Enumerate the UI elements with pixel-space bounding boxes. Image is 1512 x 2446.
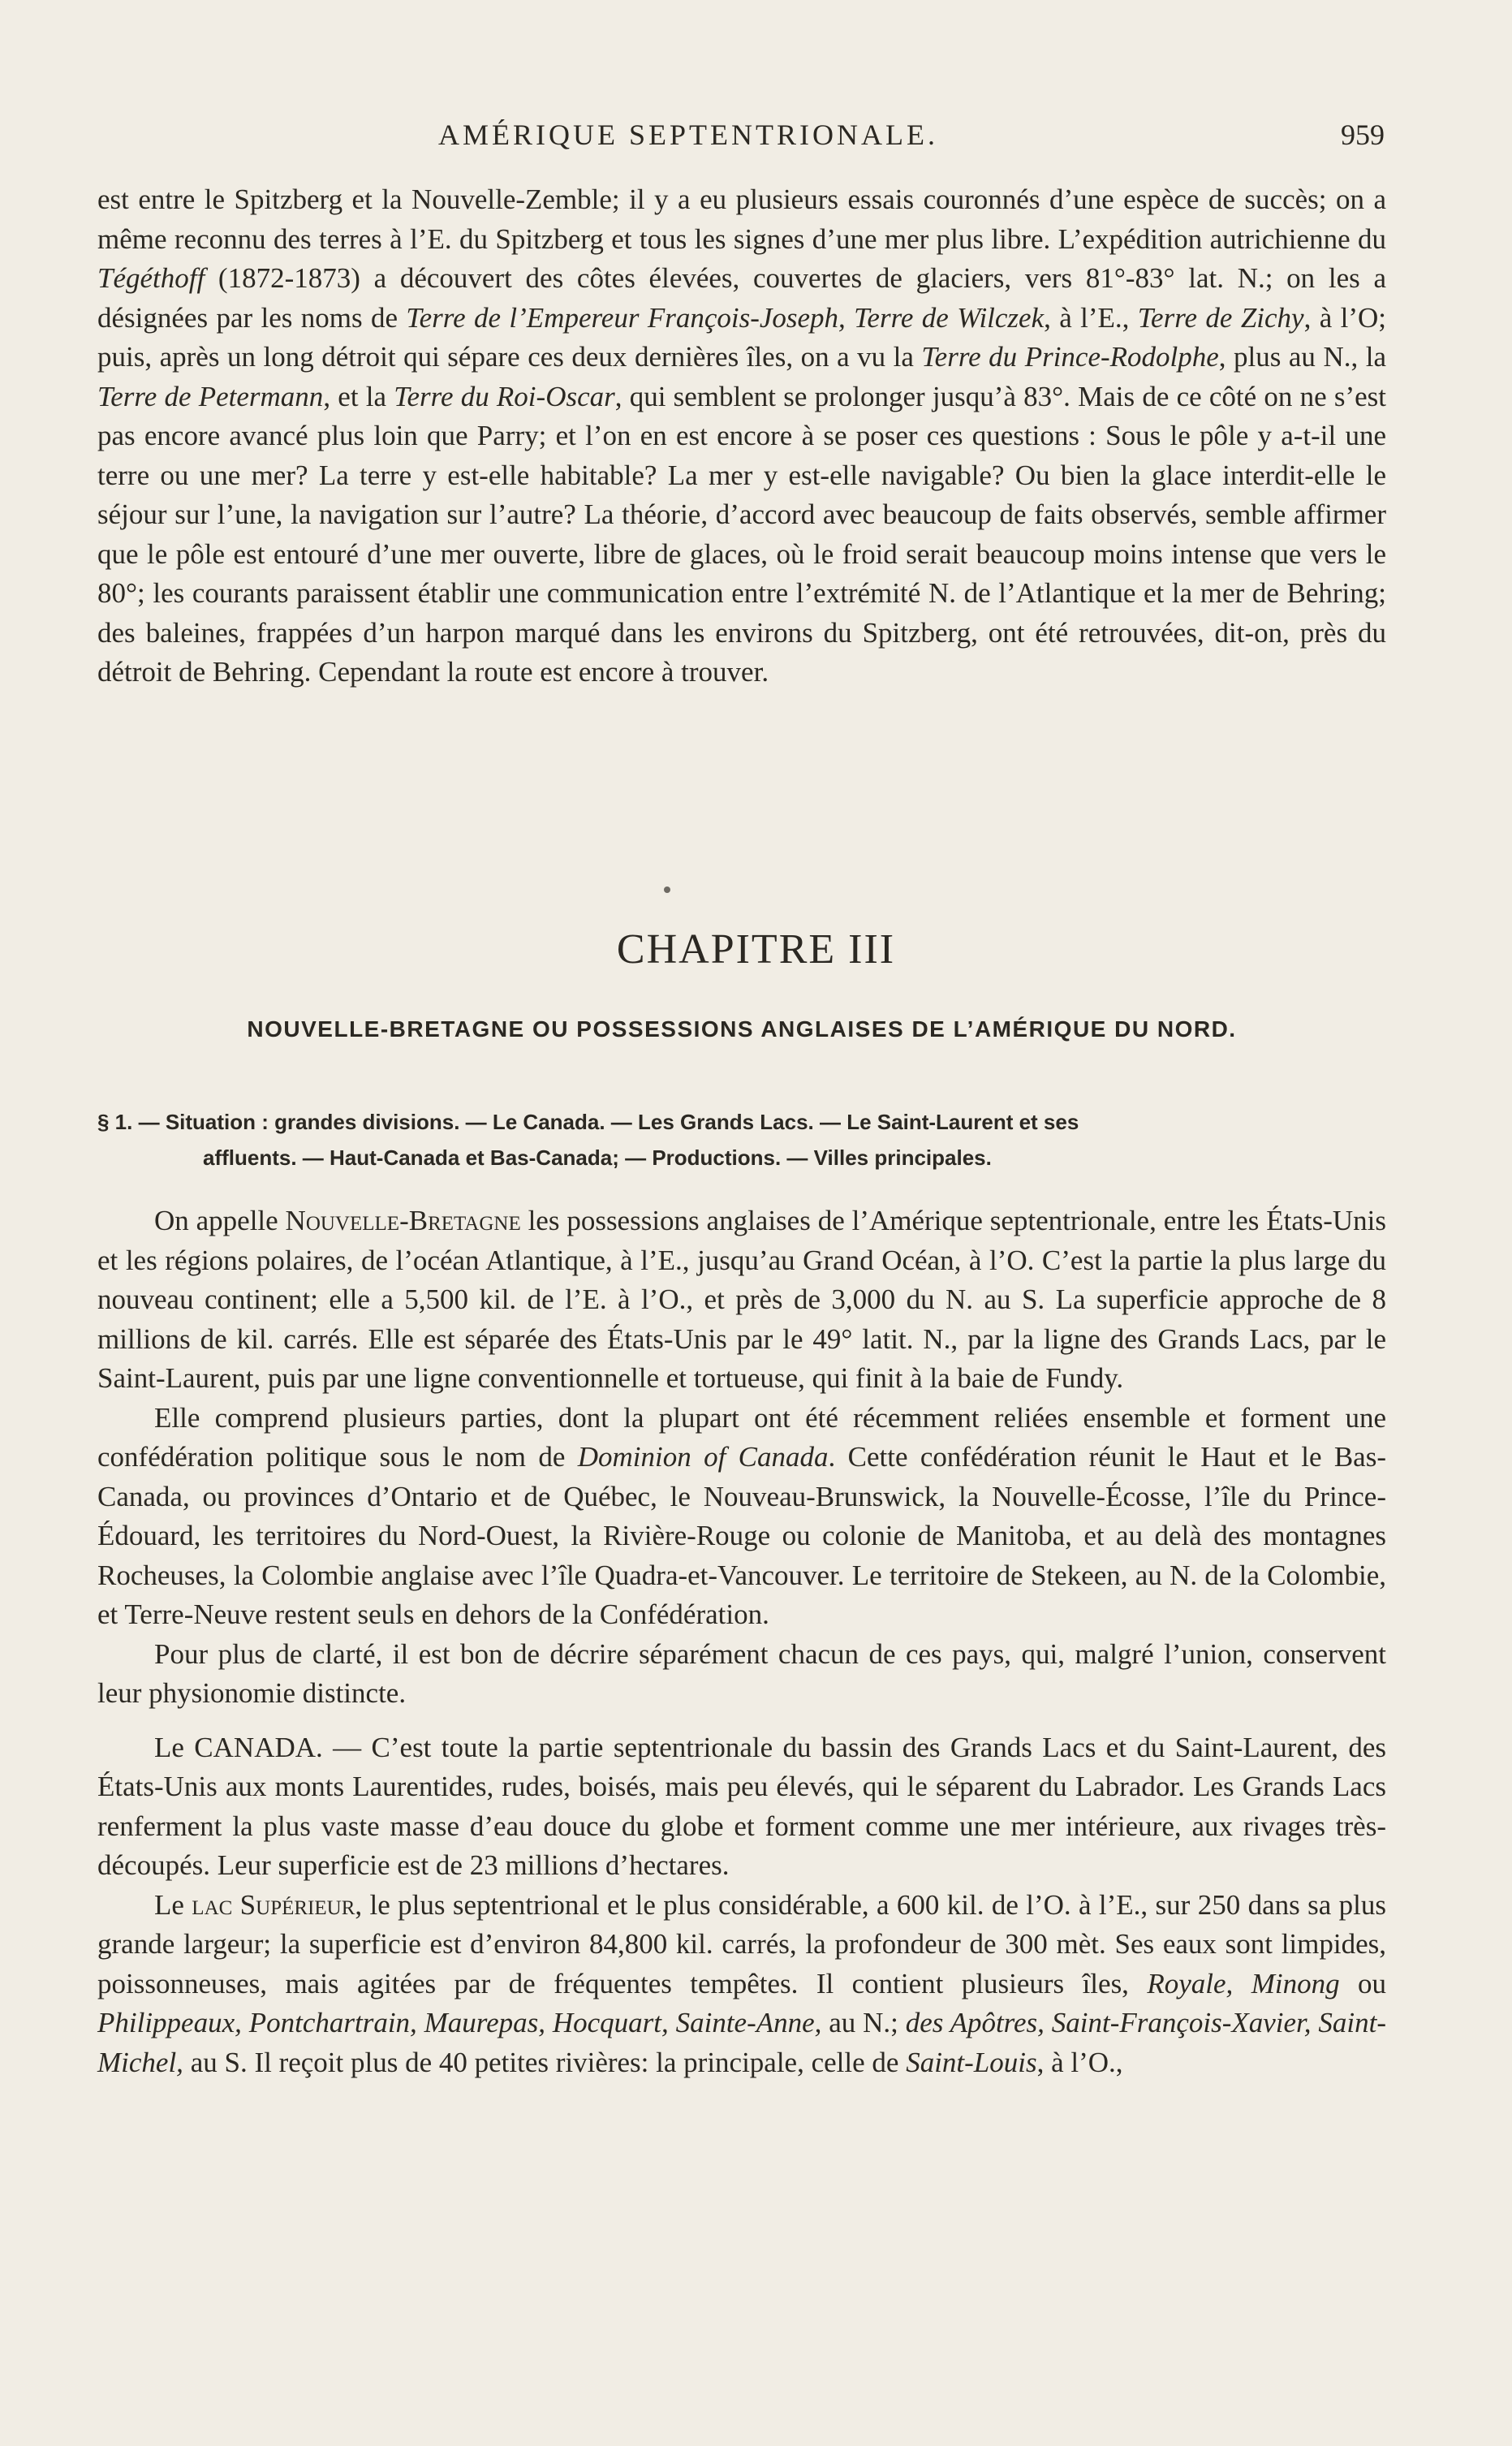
intro-paragraph [97,180,1386,692]
text-run: , le plus septentrional et le plus considérable, a 600 kil. de l’O. à l’E., sur 250 dans sa plus grande largeur; la superficie est d’environ 84,800 kil. carrés, la profondeur de 300 mèt. Ses eaux sont limpides, poissonneuses, mais agitées par de fréquentes tempêtes. Il contient plusieurs îles, [97,1888,1386,2000]
place-name: Terre de l’Empereur François-Joseph, Terre de Wilczek [406,301,1045,334]
text-run: , et la [323,380,394,412]
place-name: Terre de Petermann [97,380,324,412]
page-number: 959 [1341,119,1385,151]
paragraph-canada [97,1728,1386,1886]
chapter-body [97,1201,1386,2082]
text-run: Elle comprend plusieurs parties, dont la plupart ont été récemment reliées ensemble et forment une confédération politique sous le nom de [97,1401,1386,1473]
place-name: Royale, Minong [1147,1967,1340,2000]
paragraph-lac-superieur [97,1886,1386,2083]
place-name: Saint-Louis [906,2046,1037,2078]
place-name: Terre de Zichy [1137,301,1304,334]
paragraph-confederation [97,1399,1386,1635]
term: lac Supérieur [192,1888,355,1921]
text-run: au N.; [821,2007,906,2038]
section-heading-line-1: § 1. — Situation : grandes divisions. — Le Canada. — Les Grands Lacs. — Le Saint-Laurent et ses [97,1110,1079,1134]
chapter-title: CHAPITRE III [616,926,896,973]
chapter-subtitle: NOUVELLE-BRETAGNE OU POSSESSIONS ANGLAISES DE L’AMÉRIQUE DU NORD. [247,1016,1237,1042]
text-run: , qui semblent se prolonger jusqu’à 83°. Mais de ce côté on ne s’est pas encore avancé plus loin que Parry; et l’on en est encore à se poser ces questions : Sous le pôle y a-t-il une terre ou une mer? La terre y est-elle habitable? La mer y est-elle navigable? Ou bien la glace interdit-elle le séjour sur l’une, la navigation sur l’autre? La théorie, d’accord avec beaucoup de faits observés, semble affirmer que le pôle est entouré d’une mer ouverte, libre de glaces, où le froid serait beaucoup moins intense que vers le 80°; les courants paraissent établir une communication entre l’extrémité N. de l’Atlantique et la mer de Behring; des baleines, frappées d’un harpon marqué dans les environs du Spitzberg, ont été retrouvées, dit-on, près du détroit de Behring. Cependant la route est encore à trouver. [97,380,1386,688]
text-run: les possessions anglaises de l’Amérique septentrionale, entre les États-Unis et les régions polaires, de l’océan Atlantique, à l’E., jusqu’au Grand Océan, à l’O. C’est la partie la plus large du nouveau continent; elle a 5,500 kil. de l’E. à l’O., et près de 3,000 du N. au S. La superficie approche de 8 millions de kil. carrés. Elle est séparée des États-Unis par le 49° latit. N., par la ligne des Grands Lacs, par le Saint-Laurent, puis par une ligne conventionnelle et tortueuse, qui finit à la baie de Fundy. [97,1205,1386,1394]
term: Nouvelle-Bretagne [285,1205,521,1236]
place-name: Terre du Roi-Oscar [394,380,615,412]
section-heading [97,1104,1386,1176]
text-run: , à l’E., [1044,301,1138,334]
place-name: Terre du Prince-Rodolphe [921,341,1219,373]
text-run: (1872-1873) a découvert des côtes élevées, couvertes de glaciers, vers 81°-83° lat. N.; on les a désignées par les noms de [97,262,1386,334]
text-run: . Cette confédération réunit le Haut et le Bas-Canada, ou provinces d’Ontario et de Québec, le Nouveau-Brunswick, la Nouvelle-Écosse, l’île du Prince-Édouard, les territoires du Nord-Ouest, la Rivière-Rouge ou colonie de Manitoba, et au delà des montagnes Rocheuses, la Colombie anglaise avec l’île Quadra-et-Vancouver. Le territoire de Stekeen, au N. de la Colombie, et Terre-Neuve restent seuls en dehors de la Confédération. [97,1441,1386,1630]
place-name: des Apôtres, Saint-François-Xavier, Saint-Michel, [97,2007,1386,2078]
place-name: Philippeaux, Pontchartrain, Maurepas, Hocquart, Sainte-Anne, [97,2007,822,2038]
text-run: , plus au N., la [1218,341,1386,373]
text-run: Le CANADA. — C’est toute la partie septentrionale du bassin des Grands Lacs et du Saint-Laurent, des États-Unis aux monts Laurentides, rudes, boisés, mais peu élevés, qui le séparent du Labrador. Les Grands Lacs renferment la plus vaste masse d’eau douce du globe et forment comme une mer intérieure, aux rivages très-découpés. Leur superficie est de 23 millions d’hectares. [97,1731,1386,1881]
text-run: , à l’O., [1036,2046,1123,2078]
text-run: au S. Il reçoit plus de 40 petites rivières: la principale, celle de [183,2046,907,2078]
text-run: , à l’O; puis, après un long détroit qui sépare ces deux dernières îles, on a vu la [97,301,1386,373]
section-heading-line-2: affluents. — Haut-Canada et Bas-Canada; — Productions. — Villes principales. [203,1145,992,1170]
term: Dominion of Canada [577,1441,829,1473]
text-run: On appelle [154,1205,286,1236]
text-run: ou [1339,1967,1386,2000]
paragraph-clarte [97,1635,1386,1714]
ship-name: Tégéthoff [97,262,205,294]
text-run: est entre le Spitzberg et la Nouvelle-Zemble; il y a eu plusieurs essais couronnés d’une espèce de succès; on a même reconnu des terres à l’E. du Spitzberg et tous les signes d’une mer plus libre. L’expédition autrichienne du [97,183,1386,255]
running-title: AMÉRIQUE SEPTENTRIONALE. [438,119,938,151]
paragraph-nouvelle-bretagne [97,1201,1386,1399]
paragraph [97,180,1386,692]
text-run: Pour plus de clarté, il est bon de décrire séparément chacun de ces pays, qui, malgré l’union, conservent leur physionomie distincte. [97,1637,1386,1709]
text-run: Le [154,1888,192,1921]
separator-dot [664,887,670,893]
